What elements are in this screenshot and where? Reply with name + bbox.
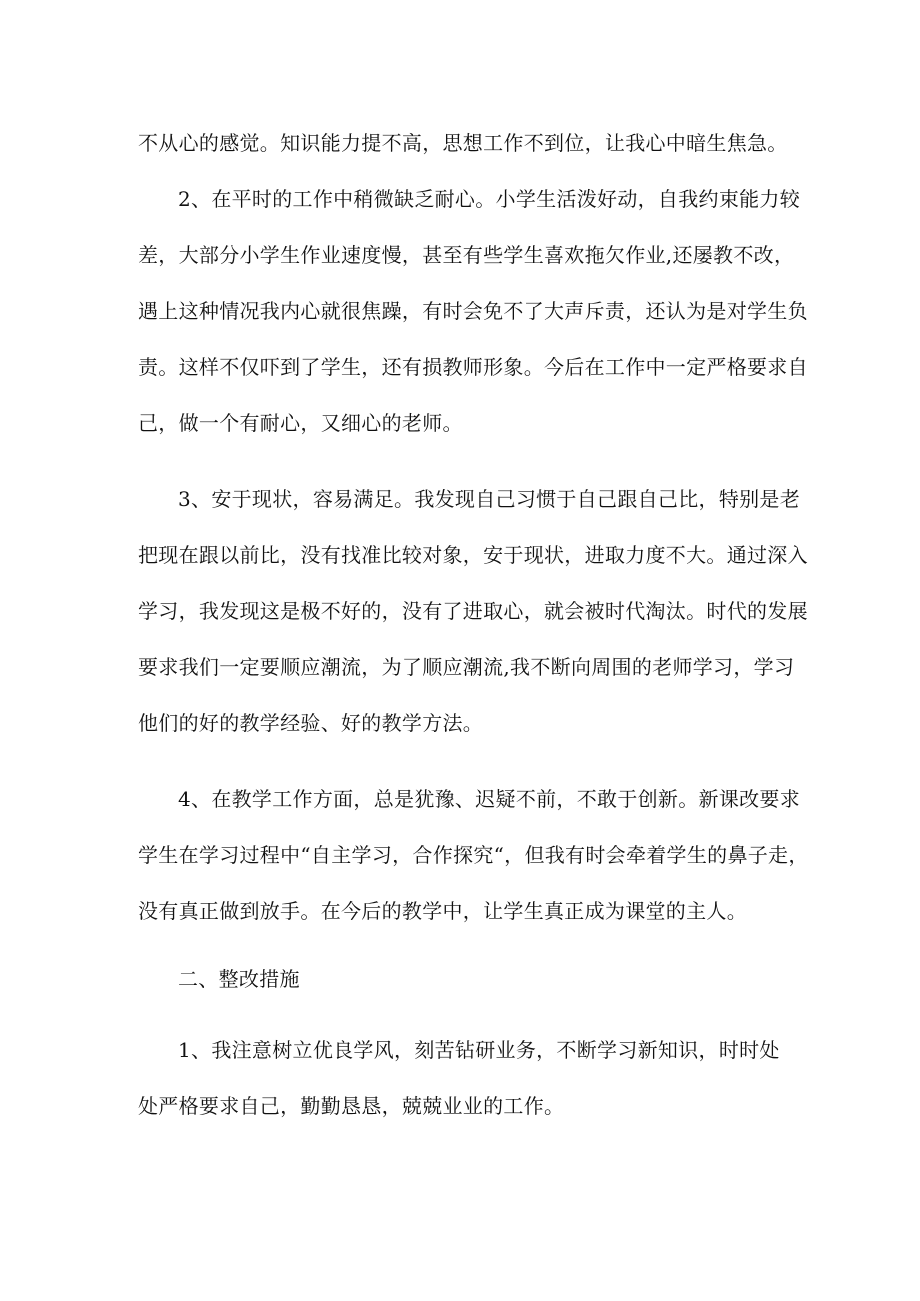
text-line: 没有真正做到放手。在今后的教学中，让学生真正成为课堂的主人。 xyxy=(138,899,747,923)
text-line: 不从心的感觉。知识能力提不高，思想工作不到位，让我心中暗生焦急。 xyxy=(138,131,788,155)
section-heading: 二、整改措施 xyxy=(178,967,300,991)
text-line: 差，大部分小学生作业速度慢，甚至有些学生喜欢拖欠作业,还屡教不改， xyxy=(138,243,795,267)
paragraph-4-first-line: 4、在教学工作方面，总是犹豫、迟疑不前，不敢于创新。新课改要求 xyxy=(178,787,801,811)
text-line: 己，做一个有耐心，又细心的老师。 xyxy=(138,411,463,435)
text-line: 处严格要求自己，勤勤恳恳，兢兢业业的工作。 xyxy=(138,1094,565,1118)
text-line: 把现在跟以前比，没有找准比较对象，安于现状，进取力度不大。通过深入 xyxy=(138,543,808,567)
text-line: 遇上这种情况我内心就很焦躁，有时会免不了大声斥责，还认为是对学生负 xyxy=(138,299,808,323)
paragraph-2-first-line: 2、在平时的工作中稍微缺乏耐心。小学生活泼好动，自我约束能力较 xyxy=(178,187,801,211)
text-line: 学生在学习过程中“自主学习，合作探究“，但我有时会牵着学生的鼻子走， xyxy=(138,843,809,867)
paragraph-3-first-line: 3、安于现状，容易满足。我发现自己习惯于自己跟自己比，特别是老 xyxy=(178,487,801,511)
measure-1-first-line: 1、我注意树立优良学风，刻苦钻研业务，不断学习新知识，时时处 xyxy=(178,1038,780,1062)
text-line: 责。这样不仅吓到了学生，还有损教师形象。今后在工作中一定严格要求自 xyxy=(138,355,808,379)
text-line: 他们的好的教学经验、好的教学方法。 xyxy=(138,711,484,735)
text-line: 要求我们一定要顺应潮流，为了顺应潮流,我不断向周围的老师学习，学习 xyxy=(138,655,795,679)
text-line: 学习，我发现这是极不好的，没有了进取心，就会被时代淘汰。时代的发展 xyxy=(138,599,808,623)
